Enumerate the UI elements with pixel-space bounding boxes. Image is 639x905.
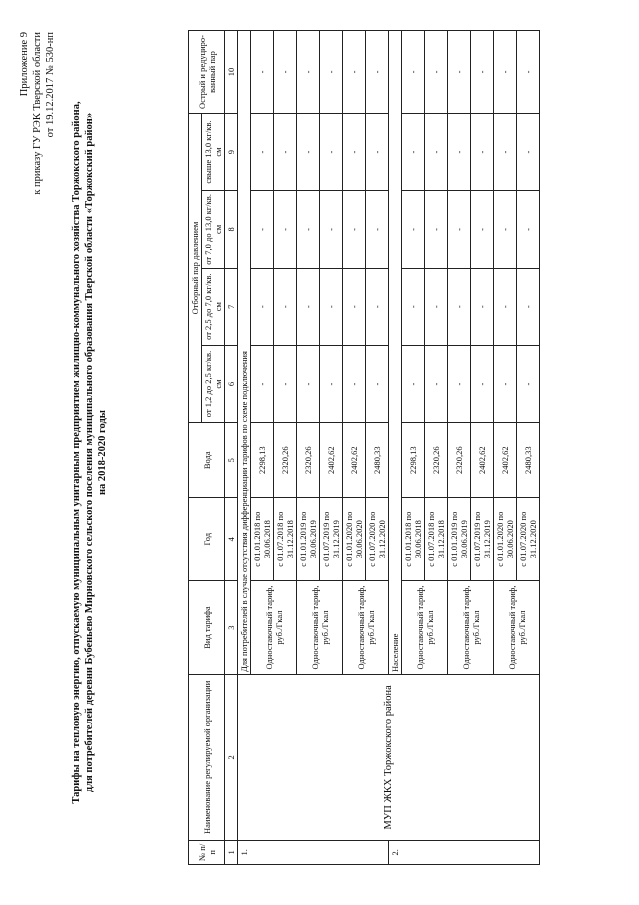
empty-value-cell: - xyxy=(471,31,494,114)
period-cell: с 01.07.2018 по 31.12.2018 xyxy=(274,498,297,581)
empty-value-cell: - xyxy=(251,268,274,345)
empty-value-cell: - xyxy=(425,191,448,268)
empty-value-cell: - xyxy=(517,31,540,114)
empty-value-cell: - xyxy=(471,268,494,345)
empty-value-cell: - xyxy=(494,191,517,268)
empty-value-cell: - xyxy=(251,191,274,268)
empty-value-cell: - xyxy=(251,345,274,422)
empty-value-cell: - xyxy=(425,113,448,190)
water-price-cell: 2298,13 xyxy=(251,423,274,498)
empty-value-cell: - xyxy=(297,31,320,114)
period-cell: с 01.07.2019 по 31.12.2019 xyxy=(320,498,343,581)
water-price-cell: 2320,26 xyxy=(274,423,297,498)
water-price-cell: 2320,26 xyxy=(425,423,448,498)
empty-value-cell: - xyxy=(320,268,343,345)
empty-value-cell: - xyxy=(448,268,471,345)
empty-value-cell: - xyxy=(494,31,517,114)
tariff-kind: Одноставочный тариф, руб./Гкал xyxy=(402,581,448,675)
header-sharp-steam: Острый и редуциро-ванный пар xyxy=(189,31,225,114)
header-pressure-4: свыше 13,0 кг/кв. см xyxy=(202,113,225,190)
empty-value-cell: - xyxy=(448,345,471,422)
empty-value-cell: - xyxy=(471,345,494,422)
empty-value-cell: - xyxy=(471,113,494,190)
organization-name: МУП ЖКХ Торжокского района xyxy=(238,675,540,841)
empty-value-cell: - xyxy=(297,113,320,190)
section-label: Население xyxy=(389,31,402,675)
header-num: № п/ п xyxy=(189,840,225,864)
period-cell: с 01.01.2020 по 30.06.2020 xyxy=(343,498,366,581)
empty-value-cell: - xyxy=(320,345,343,422)
header-pressure-3: от 7,0 до 13,0 кг/кв. см xyxy=(202,191,225,268)
water-price-cell: 2480,33 xyxy=(517,423,540,498)
empty-value-cell: - xyxy=(343,113,366,190)
empty-value-cell: - xyxy=(448,113,471,190)
header-pressure-2: от 2,5 до 7,0 кг/кв. см xyxy=(202,268,225,345)
water-price-cell: 2480,33 xyxy=(366,423,389,498)
empty-value-cell: - xyxy=(402,268,425,345)
empty-value-cell: - xyxy=(402,191,425,268)
section-row xyxy=(238,31,251,865)
empty-value-cell: - xyxy=(251,31,274,114)
empty-value-cell: - xyxy=(274,113,297,190)
water-price-cell: 2402,62 xyxy=(320,423,343,498)
header-year: Год xyxy=(189,498,225,581)
section-number: 2. xyxy=(389,840,540,864)
empty-value-cell: - xyxy=(297,345,320,422)
header-steam-group: Отборный пар давлением xyxy=(189,113,202,422)
empty-value-cell: - xyxy=(448,191,471,268)
empty-value-cell: - xyxy=(251,113,274,190)
column-number: 8 xyxy=(225,191,238,268)
empty-value-cell: - xyxy=(448,31,471,114)
period-cell: с 01.07.2020 по 31.12.2020 xyxy=(517,498,540,581)
appendix-line: Приложение 9 xyxy=(19,32,30,97)
column-number: 2 xyxy=(225,675,238,841)
water-price-cell: 2402,62 xyxy=(494,423,517,498)
tariff-kind: Одноставочный тариф, руб./Гкал xyxy=(251,581,297,675)
tariff-kind: Одноставочный тариф, руб./Гкал xyxy=(494,581,540,675)
period-cell: с 01.07.2019 по 31.12.2019 xyxy=(471,498,494,581)
empty-value-cell: - xyxy=(366,268,389,345)
empty-value-cell: - xyxy=(517,268,540,345)
column-number: 3 xyxy=(225,581,238,675)
tariff-table-body xyxy=(238,31,540,865)
column-number: 9 xyxy=(225,113,238,190)
section-label: Для потребителей в случае отсутствия дифференциации тарифов по схеме подключения xyxy=(238,31,251,675)
empty-value-cell: - xyxy=(402,113,425,190)
empty-value-cell: - xyxy=(343,31,366,114)
period-cell: с 01.01.2018 по 30.06.2018 xyxy=(402,498,425,581)
column-number: 4 xyxy=(225,498,238,581)
empty-value-cell: - xyxy=(366,113,389,190)
empty-value-cell: - xyxy=(274,345,297,422)
empty-value-cell: - xyxy=(274,31,297,114)
empty-value-cell: - xyxy=(425,31,448,114)
water-price-cell: 2402,62 xyxy=(471,423,494,498)
water-price-cell: 2298,13 xyxy=(402,423,425,498)
header-organization: Наименование регулируемой организации xyxy=(189,675,225,841)
title-line: Тарифы на тепловую энергию, отпускаемую муниципальным унитарным предприятием жилищно-коммунального хозяйства Торжокского района, xyxy=(71,101,82,804)
section-number: 1. xyxy=(238,840,389,864)
appendix-line: от 19.12.2017 № 530-нп xyxy=(45,32,56,138)
period-cell: с 01.01.2019 по 30.06.2019 xyxy=(297,498,320,581)
empty-value-cell: - xyxy=(494,113,517,190)
period-cell: с 01.07.2020 по 31.12.2020 xyxy=(366,498,389,581)
empty-value-cell: - xyxy=(517,345,540,422)
column-number: 10 xyxy=(225,31,238,114)
appendix-reference xyxy=(18,32,57,195)
tariff-kind: Одноставочный тариф, руб./Гкал xyxy=(343,581,389,675)
period-cell: с 01.01.2018 по 30.06.2018 xyxy=(251,498,274,581)
column-number: 5 xyxy=(225,423,238,498)
empty-value-cell: - xyxy=(494,268,517,345)
empty-value-cell: - xyxy=(343,268,366,345)
title-line: на 2018-2020 годы xyxy=(97,410,108,496)
appendix-line: к приказу ГУ РЭК Тверской области xyxy=(32,32,43,195)
empty-value-cell: - xyxy=(366,191,389,268)
empty-value-cell: - xyxy=(425,345,448,422)
empty-value-cell: - xyxy=(343,191,366,268)
empty-value-cell: - xyxy=(425,268,448,345)
empty-value-cell: - xyxy=(517,113,540,190)
tariff-table xyxy=(188,30,540,865)
period-cell: с 01.01.2019 по 30.06.2019 xyxy=(448,498,471,581)
water-price-cell: 2402,62 xyxy=(343,423,366,498)
empty-value-cell: - xyxy=(471,191,494,268)
header-pressure-1: от 1,2 до 2,5 кг/кв. см xyxy=(202,345,225,422)
empty-value-cell: - xyxy=(402,31,425,114)
tariff-kind: Одноставочный тариф, руб./Гкал xyxy=(297,581,343,675)
tariff-kind: Одноставочный тариф, руб./Гкал xyxy=(448,581,494,675)
empty-value-cell: - xyxy=(320,113,343,190)
empty-value-cell: - xyxy=(274,191,297,268)
empty-value-cell: - xyxy=(320,191,343,268)
empty-value-cell: - xyxy=(320,31,343,114)
empty-value-cell: - xyxy=(494,345,517,422)
empty-value-cell: - xyxy=(297,191,320,268)
header-tariff-kind: Вид тарифа xyxy=(189,581,225,675)
empty-value-cell: - xyxy=(343,345,366,422)
document-title xyxy=(70,40,109,865)
empty-value-cell: - xyxy=(274,268,297,345)
header-water: Вода xyxy=(189,423,225,498)
water-price-cell: 2320,26 xyxy=(297,423,320,498)
empty-value-cell: - xyxy=(366,345,389,422)
column-number: 7 xyxy=(225,268,238,345)
empty-value-cell: - xyxy=(297,268,320,345)
title-line: для потребителей деревни Бубеньево Мирновского сельского поселения муниципального образования Тверской области «Торжокский район» xyxy=(84,112,95,793)
empty-value-cell: - xyxy=(402,345,425,422)
column-number: 1 xyxy=(225,840,238,864)
empty-value-cell: - xyxy=(517,191,540,268)
column-number: 6 xyxy=(225,345,238,422)
empty-value-cell: - xyxy=(366,31,389,114)
period-cell: с 01.01.2020 по 30.06.2020 xyxy=(494,498,517,581)
period-cell: с 01.07.2018 по 31.12.2018 xyxy=(425,498,448,581)
water-price-cell: 2320,26 xyxy=(448,423,471,498)
